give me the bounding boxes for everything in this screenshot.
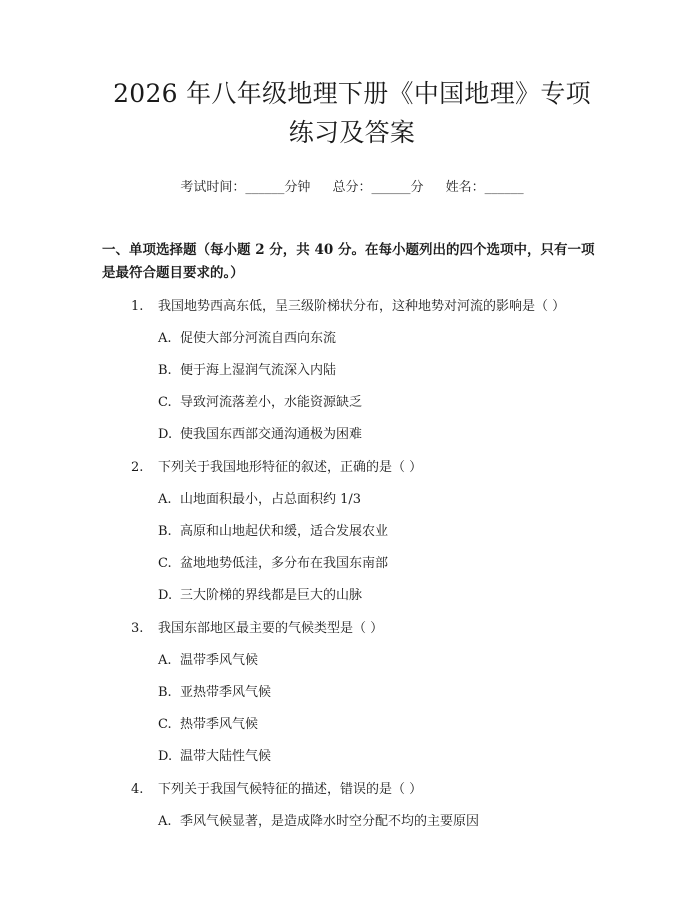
- option-letter: D.: [158, 749, 173, 764]
- question-stem: [104, 779, 600, 801]
- option-letter: A.: [158, 492, 172, 507]
- answer-option: [158, 360, 600, 382]
- question-number: 1.: [131, 299, 144, 314]
- option-list: [104, 489, 600, 607]
- option-text: 便于海上湿润气流深入内陆: [180, 363, 337, 378]
- option-letter: C.: [158, 556, 172, 571]
- answer-option: [158, 811, 600, 833]
- option-text: 盆地地势低洼，多分布在我国东南部: [180, 556, 389, 571]
- question-stem: [104, 618, 600, 640]
- option-text: 使我国东西部交通沟通极为困难: [180, 427, 363, 442]
- option-letter: C.: [158, 395, 172, 410]
- option-letter: B.: [158, 363, 172, 378]
- question-number: 2.: [131, 460, 144, 475]
- option-text: 山地面积最小，占总面积约 1/3: [180, 492, 362, 507]
- answer-option: [158, 392, 600, 414]
- section-heading: 一、单项选择题（每小题 2 分，共 40 分。在每小题列出的四个选项中，只有一项是最符合题目要求的。）: [102, 242, 595, 281]
- option-text: 温带季风气候: [180, 653, 259, 668]
- option-letter: A.: [158, 814, 172, 829]
- answer-option: [158, 585, 600, 607]
- question-item: [104, 457, 600, 607]
- option-text: 季风气候显著，是造成降水时空分配不均的主要原因: [180, 814, 480, 829]
- option-letter: A.: [158, 653, 172, 668]
- option-list: [104, 650, 600, 768]
- question-item: [104, 296, 600, 446]
- option-text: 温带大陆性气候: [180, 749, 272, 764]
- exam-time-field: 考试时间：______分钟: [180, 180, 311, 195]
- answer-option: [158, 714, 600, 736]
- document-title: 2026 年八年级地理下册《中国地理》专项练习及答案: [113, 79, 591, 147]
- option-text: 热带季风气候: [180, 717, 259, 732]
- answer-option: [158, 553, 600, 575]
- question-text: 我国地势西高东低，呈三级阶梯状分布，这种地势对河流的影响是（ ）: [158, 299, 566, 314]
- option-text: 三大阶梯的界线都是巨大的山脉: [180, 588, 363, 603]
- student-name-field: 姓名：______: [445, 180, 524, 195]
- question-item: [104, 779, 600, 833]
- answer-option: [158, 650, 600, 672]
- answer-option: [158, 746, 600, 768]
- option-letter: B.: [158, 524, 172, 539]
- option-text: 高原和山地起伏和缓，适合发展农业: [180, 524, 389, 539]
- answer-option: [158, 521, 600, 543]
- question-text: 下列关于我国气候特征的描述，错误的是（ ）: [158, 782, 423, 797]
- option-list: [104, 811, 600, 833]
- option-text: 导致河流落差小，水能资源缺乏: [180, 395, 363, 410]
- exam-meta: [104, 176, 600, 195]
- question-number: 4.: [131, 782, 144, 797]
- total-score-field: 总分：______分: [332, 180, 424, 195]
- question-text: 我国东部地区最主要的气候类型是（ ）: [158, 621, 384, 636]
- question-item: [104, 618, 600, 768]
- question-stem: [104, 457, 600, 479]
- option-text: 亚热带季风气候: [180, 685, 272, 700]
- answer-option: [158, 682, 600, 704]
- option-letter: C.: [158, 717, 172, 732]
- option-letter: D.: [158, 588, 173, 603]
- question-stem: [104, 296, 600, 318]
- option-letter: D.: [158, 427, 173, 442]
- option-letter: B.: [158, 685, 172, 700]
- answer-option: [158, 489, 600, 511]
- answer-option: [158, 328, 600, 350]
- question-list: [104, 296, 600, 833]
- answer-option: [158, 424, 600, 446]
- question-text: 下列关于我国地形特征的叙述，正确的是（ ）: [158, 460, 423, 475]
- option-letter: A.: [158, 331, 172, 346]
- question-number: 3.: [131, 621, 144, 636]
- option-list: [104, 328, 600, 446]
- option-text: 促使大部分河流自西向东流: [180, 331, 337, 346]
